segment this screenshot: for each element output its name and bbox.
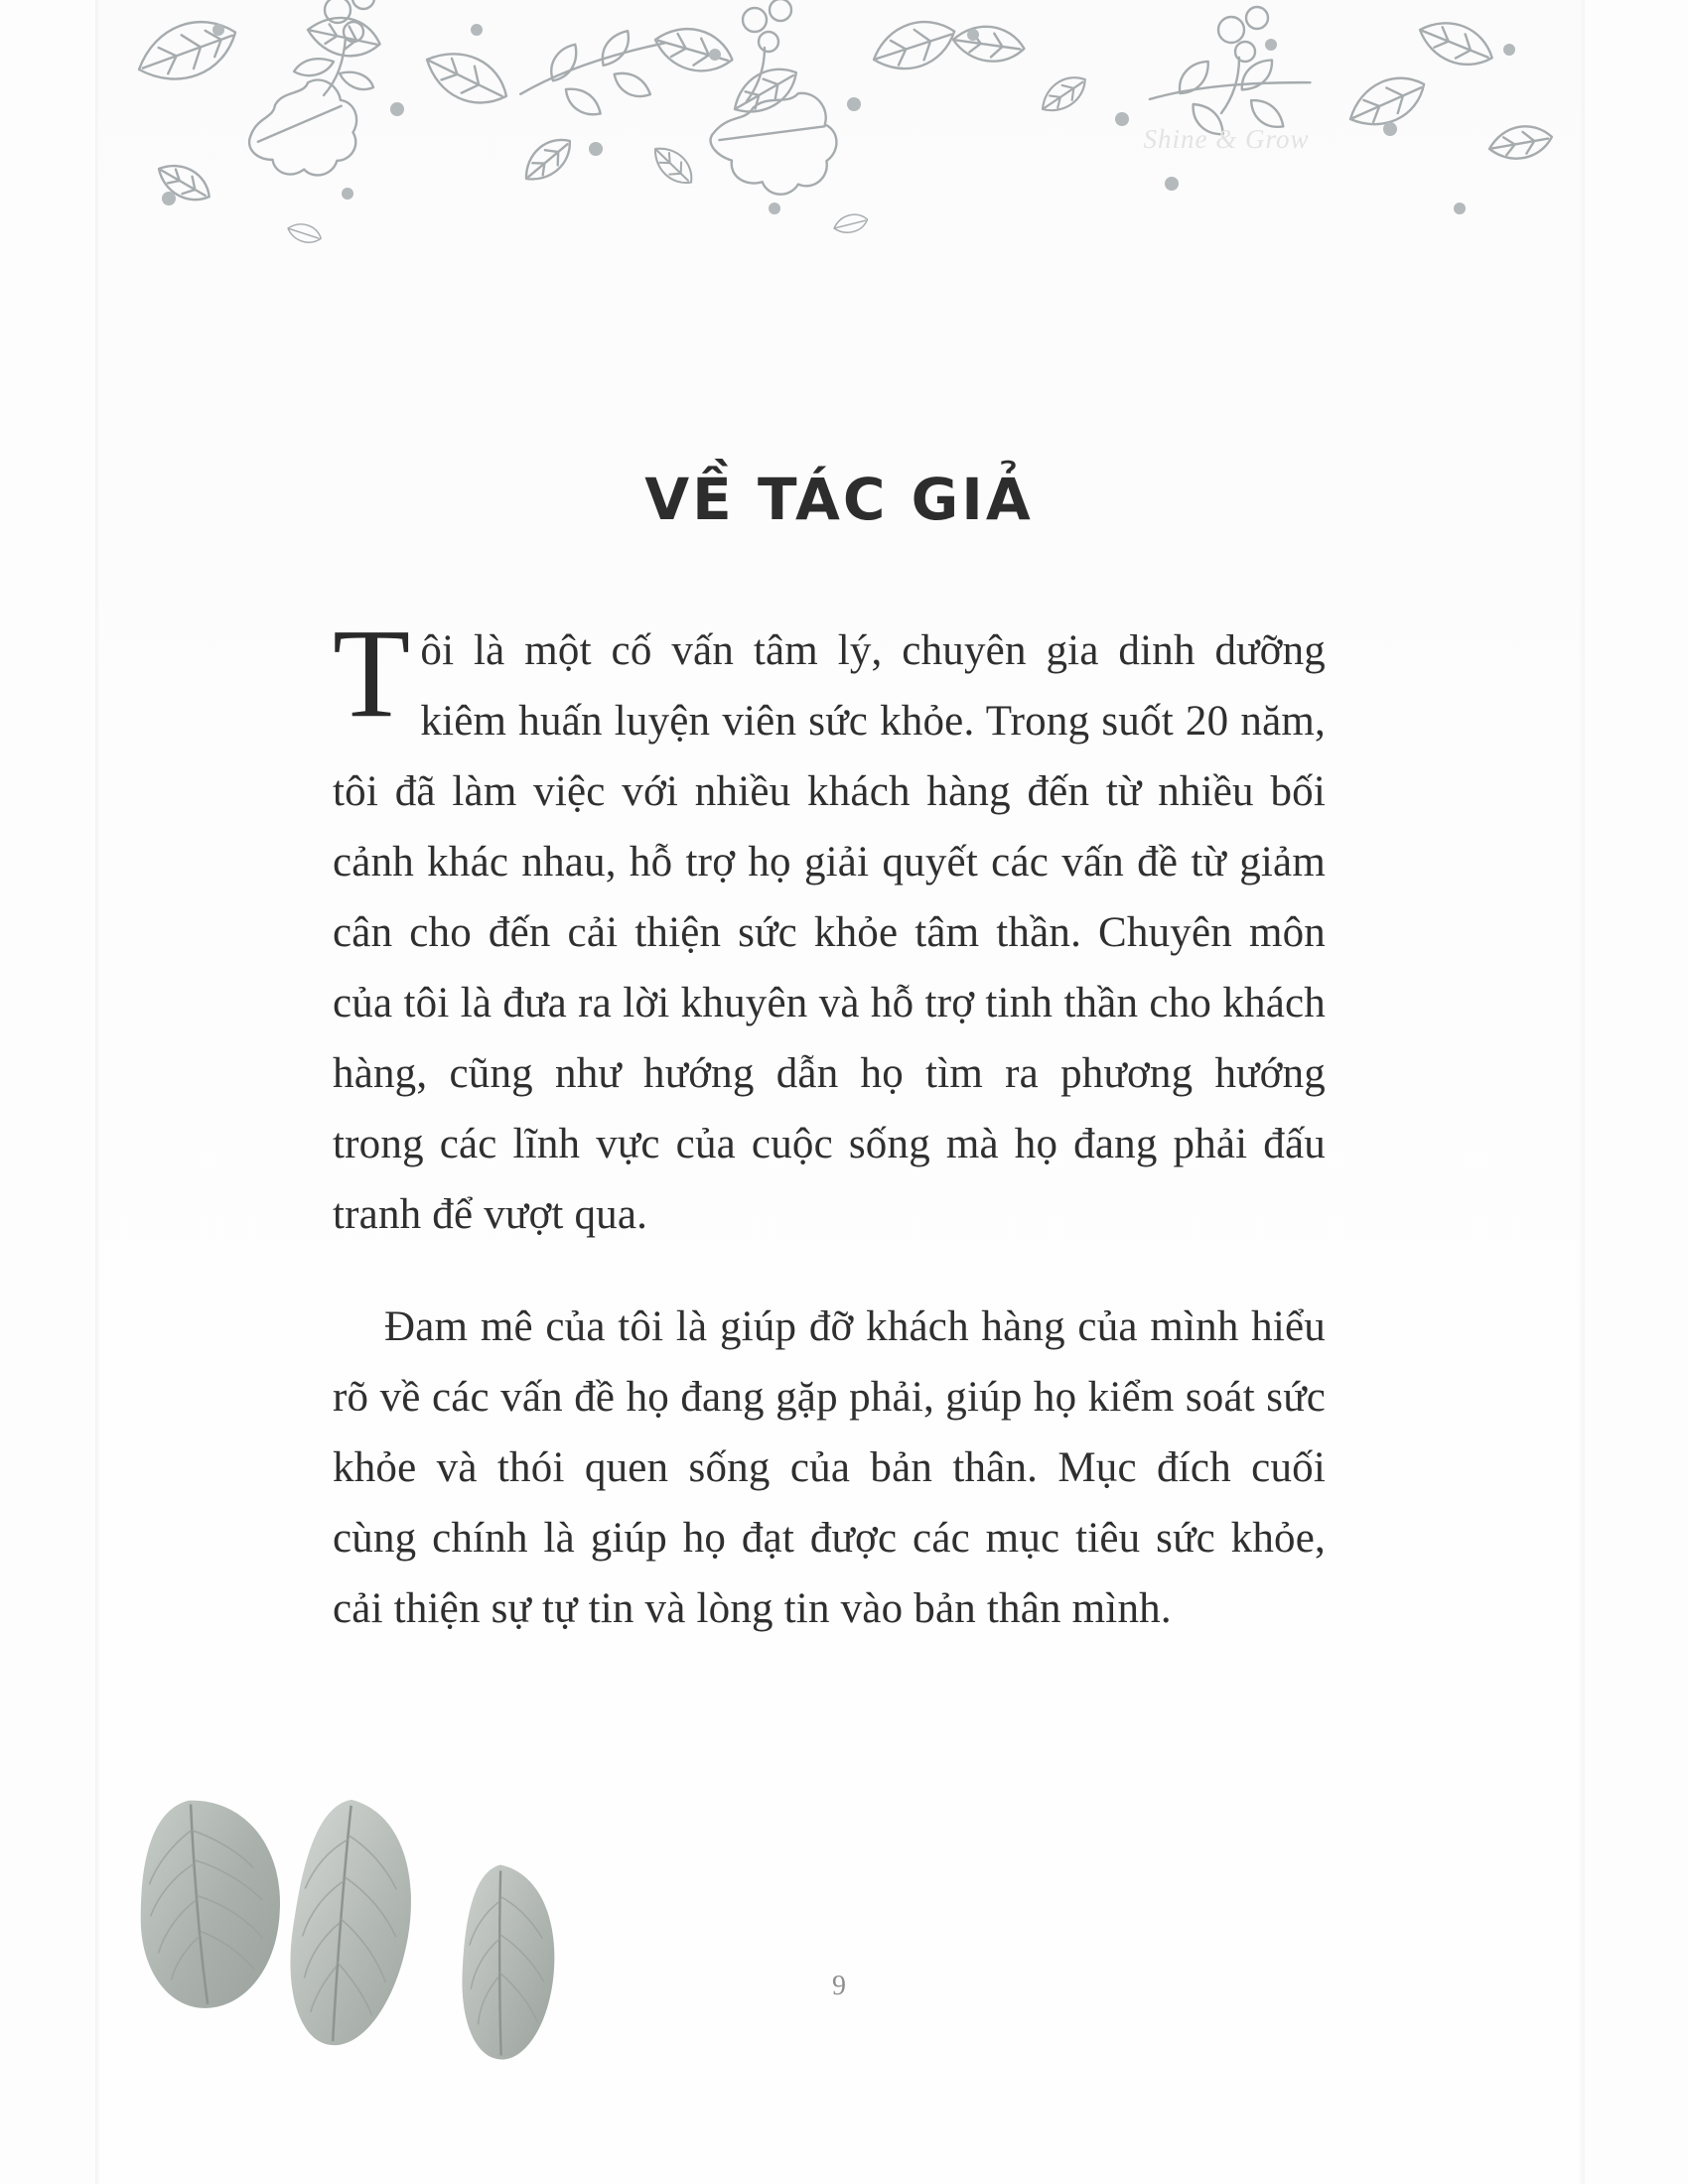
page-number: 9 xyxy=(832,1971,846,2001)
watermark: Shine & Grow xyxy=(1143,124,1310,154)
page-edge-left xyxy=(95,0,99,2184)
drop-cap: T xyxy=(333,603,411,744)
page-edge-right xyxy=(1579,0,1585,2184)
paragraph-1-text: ôi là một cố vấn tâm lý, chuyên gia dinh dưỡng kiêm huấn luyện viên sức khỏe. Trong suốt 20 năm, tôi đã làm việc với nhiều khách hàng đến từ nhiều bối cảnh khác nhau, hỗ trợ họ giải quyết các vấn đề từ giảm cân cho đến cải thiện sức khỏe tâm thần. Chuyên môn của tôi là đưa ra lời khuyên và hỗ trợ tinh thần cho khách hàng, cũng như hướng dẫn họ tìm ra phương hướng trong các lĩnh vực của cuộc sống mà họ đang phải đấu tranh để vượt qua. xyxy=(333,627,1326,1238)
paragraph-2: Đam mê của tôi là giúp đỡ khách hàng của mình hiểu rõ về các vấn đề họ đang gặp phải, giúp họ kiểm soát sức khỏe và thói quen sống của bản thân. Mục đích cuối cùng chính là giúp họ đạt được các mục tiêu sức khỏe, cải thiện sự tự tin và lòng tin vào bản thân mình. xyxy=(333,1303,1326,1632)
paragraph-1 xyxy=(333,603,1326,1250)
page-title: VỀ TÁC GIẢ xyxy=(644,465,1034,533)
body-text xyxy=(333,603,1326,1644)
